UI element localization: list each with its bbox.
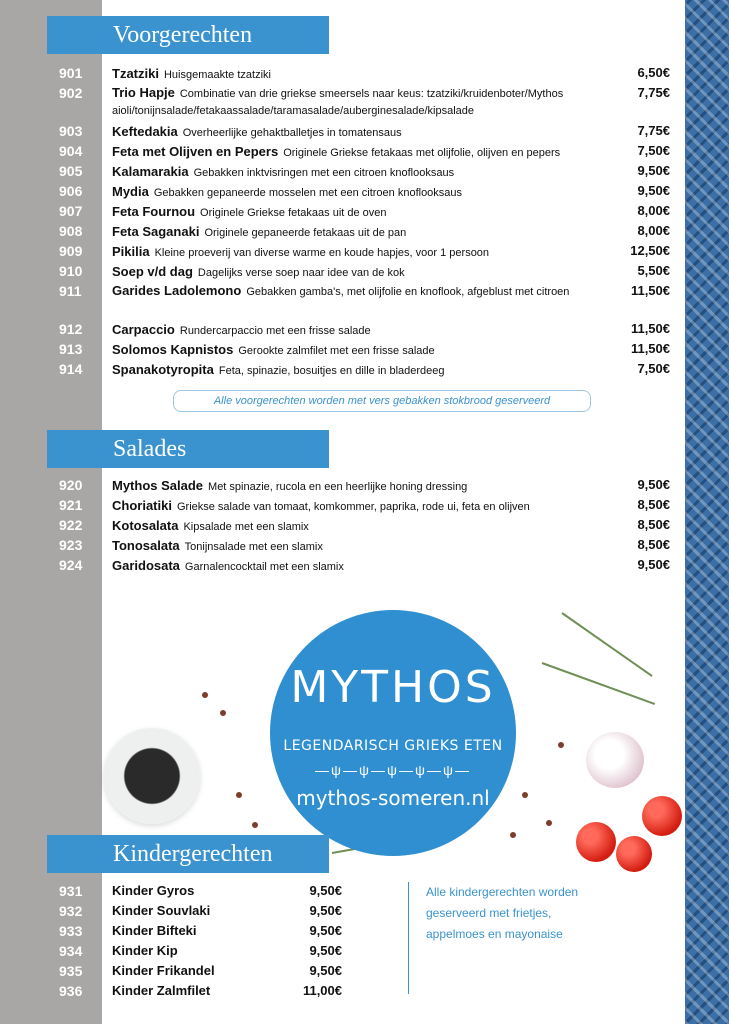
item-price: 9,50€ (637, 163, 670, 178)
item-name: Feta Fournou (112, 204, 196, 219)
item-name: Kinder Bifteki (112, 923, 197, 938)
item-name: Kinder Kip (112, 943, 178, 958)
item-name: Kinder Zalmfilet (112, 983, 211, 998)
item-price: 9,50€ (309, 943, 342, 958)
olive-bowl-image (104, 728, 200, 824)
item-number: 920 (59, 477, 83, 493)
menu-item-912 (0, 320, 685, 340)
item-price: 8,50€ (637, 517, 670, 532)
menu-item-901 (0, 64, 685, 84)
item-description: Met spinazie, rucola en een heerlijke honing dressing (208, 481, 468, 493)
item-number: 911 (59, 283, 82, 299)
item-description: Huisgemaakte tzatziki (163, 69, 271, 81)
menu-item-923 (0, 536, 685, 556)
menu-item-911 (0, 282, 685, 320)
voorgerechten-list (0, 64, 685, 380)
item-price: 8,00€ (637, 223, 670, 238)
voorgerechten-note: Alle voorgerechten worden met vers gebakken stokbrood geserveerd (173, 390, 591, 412)
item-name: Spanakotyropita (112, 362, 214, 377)
item-text (112, 322, 371, 337)
item-text (112, 244, 489, 259)
item-number: 904 (59, 143, 83, 159)
tomato-image (642, 796, 682, 836)
item-number: 922 (59, 517, 83, 533)
item-number: 935 (59, 963, 83, 979)
item-price: 11,50€ (630, 341, 670, 356)
item-text (112, 498, 530, 513)
item-name: Mythos Salade (112, 478, 204, 493)
peppercorn (510, 832, 516, 838)
item-number: 936 (59, 983, 83, 999)
item-price: 11,00€ (302, 983, 342, 998)
menu-item-924 (0, 556, 685, 576)
item-number: 924 (59, 557, 83, 573)
item-description: Gebakken gamba's, met olijfolie en knoflook, afgeblust met citroen (246, 286, 570, 298)
item-price: 9,50€ (309, 903, 342, 918)
item-text (112, 204, 387, 219)
item-number: 909 (59, 243, 83, 259)
item-name: Garidosata (112, 558, 180, 573)
item-description: Gebakken inktvisringen met een citroen knoflooksaus (193, 167, 455, 179)
item-description: Griekse salade van tomaat, komkommer, paprika, rode ui, feta en olijven (176, 501, 530, 513)
menu-item-922 (0, 516, 685, 536)
item-description: Gerookte zalmfilet met een frisse salade (238, 345, 435, 357)
item-price: 9,50€ (309, 963, 342, 978)
item-text (112, 518, 309, 533)
menu-item-905 (0, 162, 685, 182)
kindergerechten-note: Alle kindergerechten worden geserveerd met frietjes, appelmoes en mayonaise (408, 882, 598, 994)
item-number: 914 (59, 361, 83, 377)
item-name: Kinder Frikandel (112, 963, 215, 978)
item-text (112, 184, 462, 199)
item-text (112, 282, 617, 301)
item-price: 7,75€ (637, 123, 670, 138)
item-name: Soep v/d dag (112, 264, 193, 279)
menu-item-907 (0, 202, 685, 222)
item-name: Keftedakia (112, 124, 178, 139)
menu-item-903 (0, 122, 685, 142)
item-number: 902 (59, 85, 83, 101)
item-number: 931 (59, 883, 83, 899)
item-name: Feta Saganaki (112, 224, 200, 239)
item-name: Garides Ladolemono (112, 283, 242, 298)
item-number: 901 (59, 65, 83, 81)
item-price: 9,50€ (637, 183, 670, 198)
item-number: 932 (59, 903, 83, 919)
item-price: 7,50€ (637, 361, 670, 376)
item-text (112, 66, 271, 81)
item-name: Kotosalata (112, 518, 179, 533)
item-text (112, 264, 405, 279)
peppercorn (558, 742, 564, 748)
item-name: Tzatziki (112, 66, 159, 81)
menu-item-902 (0, 84, 685, 122)
rosemary-sprig (561, 612, 652, 677)
menu-item-921 (0, 496, 685, 516)
item-name: Mydia (112, 184, 149, 199)
item-text (112, 224, 406, 239)
peppercorn (220, 710, 226, 716)
peppercorn (522, 792, 528, 798)
item-text (112, 538, 323, 553)
item-price: 7,75€ (637, 85, 670, 100)
item-number: 933 (59, 923, 83, 939)
item-description: Rundercarpaccio met een frisse salade (179, 325, 371, 337)
item-price: 9,50€ (309, 883, 342, 898)
item-text (112, 362, 445, 377)
item-price: 7,50€ (637, 143, 670, 158)
item-description: Gebakken gepaneerde mosselen met een citroen knoflooksaus (153, 187, 463, 199)
item-name: Carpaccio (112, 322, 175, 337)
item-text (112, 144, 560, 159)
item-name: Kalamarakia (112, 164, 189, 179)
item-price: 8,50€ (637, 497, 670, 512)
item-price: 6,50€ (637, 65, 670, 80)
logo-url: mythos-someren.nl (296, 786, 490, 810)
salades-header: Salades (47, 430, 329, 468)
item-description: Dagelijks verse soep naar idee van de kok (197, 267, 405, 279)
item-price: 9,50€ (637, 557, 670, 572)
item-price: 8,00€ (637, 203, 670, 218)
menu-item-914 (0, 360, 685, 380)
item-name: Trio Hapje (112, 85, 175, 100)
item-number: 908 (59, 223, 83, 239)
menu-item-913 (0, 340, 685, 360)
item-name: Kinder Souvlaki (112, 903, 211, 918)
item-description: Originele Griekse fetakaas uit de oven (200, 207, 387, 219)
logo-food-area (102, 582, 685, 872)
item-number: 905 (59, 163, 83, 179)
peppercorn (252, 822, 258, 828)
rosemary-sprig (542, 662, 655, 705)
item-text (112, 342, 435, 357)
item-name: Feta met Olijven en Pepers (112, 144, 279, 159)
tomato-image (616, 836, 652, 872)
item-number: 907 (59, 203, 83, 219)
garlic-image (586, 732, 644, 788)
item-name: Choriatiki (112, 498, 172, 513)
peppercorn (236, 792, 242, 798)
item-name: Kinder Gyros (112, 883, 195, 898)
menu-item-906 (0, 182, 685, 202)
menu-item-910 (0, 262, 685, 282)
item-text (112, 558, 344, 573)
item-price: 8,50€ (637, 537, 670, 552)
item-description: Kleine proeverij van diverse warme en koude hapjes, voor 1 persoon (154, 247, 490, 259)
item-number: 906 (59, 183, 83, 199)
item-text (112, 478, 467, 493)
item-name: Pikilia (112, 244, 150, 259)
item-text (112, 84, 677, 120)
kindergerechten-header: Kindergerechten (47, 835, 329, 873)
peppercorn (546, 820, 552, 826)
menu-item-908 (0, 222, 685, 242)
tomato-image (576, 822, 616, 862)
item-number: 923 (59, 537, 83, 553)
item-name: Solomos Kapnistos (112, 342, 234, 357)
item-number: 910 (59, 263, 83, 279)
item-number: 913 (59, 341, 83, 357)
mythos-logo (270, 610, 516, 856)
item-description: Originele Griekse fetakaas met olijfolie, olijven en pepers (283, 147, 561, 159)
voorgerechten-header: Voorgerechten (47, 16, 329, 54)
item-price: 11,50€ (630, 283, 670, 298)
item-description: Kipsalade met een slamix (183, 521, 309, 533)
peppercorn (202, 692, 208, 698)
item-price: 9,50€ (309, 923, 342, 938)
item-number: 903 (59, 123, 83, 139)
menu-item-904 (0, 142, 685, 162)
item-price: 11,50€ (630, 321, 670, 336)
item-price: 5,50€ (637, 263, 670, 278)
item-description: Originele gepaneerde fetakaas uit de pan (204, 227, 407, 239)
menu-item-909 (0, 242, 685, 262)
logo-subtitle: LEGENDARISCH GRIEKS ETEN (283, 738, 503, 754)
greek-key-pattern-border (685, 0, 729, 1024)
item-description: Garnalencocktail met een slamix (184, 561, 344, 573)
item-name: Tonosalata (112, 538, 180, 553)
fork-icon-row: —ψ—ψ—ψ—ψ—ψ— (315, 762, 471, 778)
item-text (112, 164, 454, 179)
item-price: 12,50€ (630, 243, 670, 258)
item-price: 9,50€ (637, 477, 670, 492)
salades-list (0, 476, 685, 576)
item-description: Overheerlijke gehaktballetjes in tomatensaus (182, 127, 402, 139)
item-number: 921 (59, 497, 83, 513)
menu-item-920 (0, 476, 685, 496)
item-description: Feta, spinazie, bosuitjes en dille in bladerdeeg (218, 365, 445, 377)
item-description: Tonijnsalade met een slamix (184, 541, 323, 553)
item-number: 934 (59, 943, 83, 959)
item-number: 912 (59, 321, 83, 337)
logo-title: MYTHOS (290, 662, 496, 713)
item-text (112, 124, 402, 139)
item-description: Combinatie van drie griekse smeersels naar keus: tzatziki/kruidenboter/Mythos aioli/tonijnsalade/fetakaassalade/taramasalade/auberginesalade/kipsalade (112, 88, 564, 117)
